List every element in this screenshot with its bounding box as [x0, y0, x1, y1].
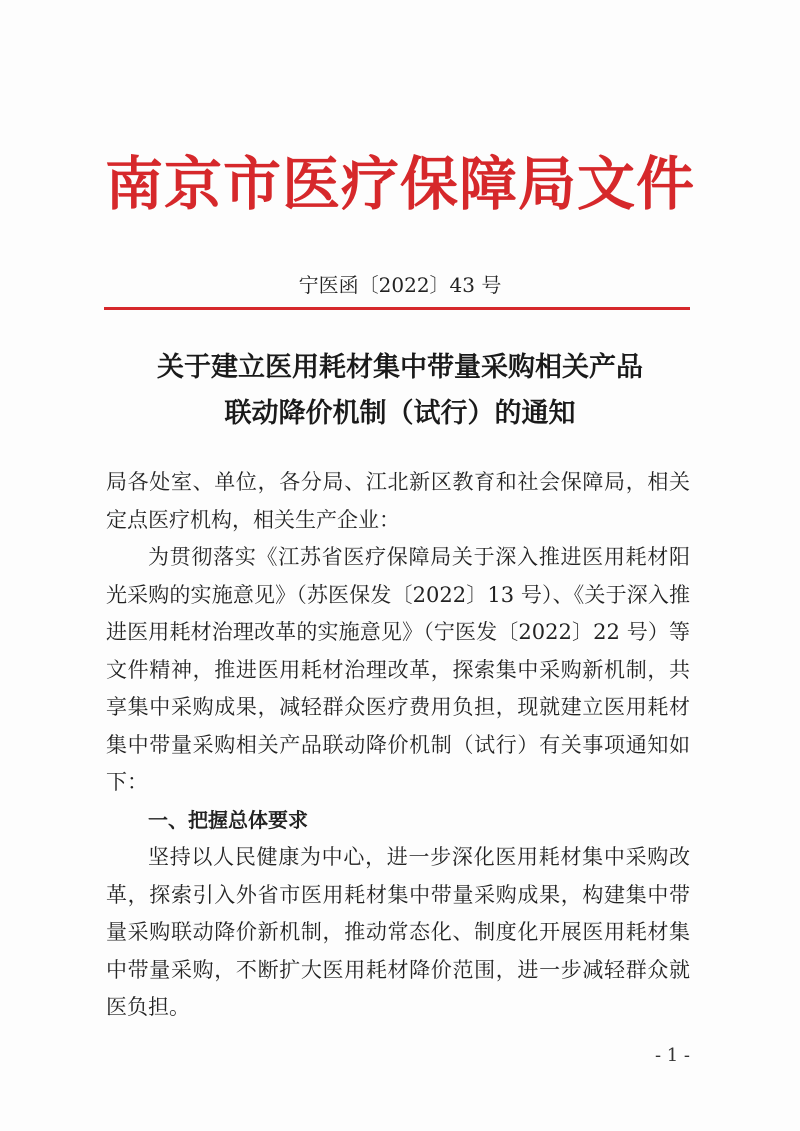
page-number: - 1 -: [654, 1045, 690, 1066]
document-body: [106, 464, 690, 1027]
recipients-paragraph: 局各处室、单位，各分局、江北新区教育和社会保障局，相关定点医疗机构，相关生产企业：: [106, 470, 690, 532]
issuer-title: 南京市医疗保障局文件: [104, 150, 695, 218]
notice-title-line-1: 关于建立医用耗材集中带量采购相关产品: [157, 352, 643, 383]
notice-title-line-2: 联动降价机制（试行）的通知: [224, 398, 576, 429]
section-1-paragraph: 坚持以人民健康为中心，进一步深化医用耗材集中采购改革，探索引入外省市医用耗材集中带量采购成果，构建集中带量采购联动降价新机制，推动常态化、制度化开展医用耗材集中带量采购，不断扩大医用耗材降价范围，进一步减轻群众就医负担。: [106, 845, 690, 1019]
intro-paragraph: 为贯彻落实《江苏省医疗保障局关于深入推进医用耗材阳光采购的实施意见》（苏医保发〔2022〕13 号）、《关于深入推进医用耗材治理改革的实施意见》（宁医发〔2022〕22 号）等文件精神，推进医用耗材治理改革，探索集中采购新机制，共享集中采购成果，减轻群众医疗费用负担，现就建立医用耗材集中带量采购相关产品联动降价机制（试行）有关事项通知如下：: [106, 545, 690, 794]
document-number: 宁医函〔2022〕43 号: [298, 273, 502, 297]
notice-title: [0, 345, 800, 437]
section-1-heading: 一、把握总体要求: [148, 807, 308, 832]
red-separator-line: [104, 307, 690, 310]
